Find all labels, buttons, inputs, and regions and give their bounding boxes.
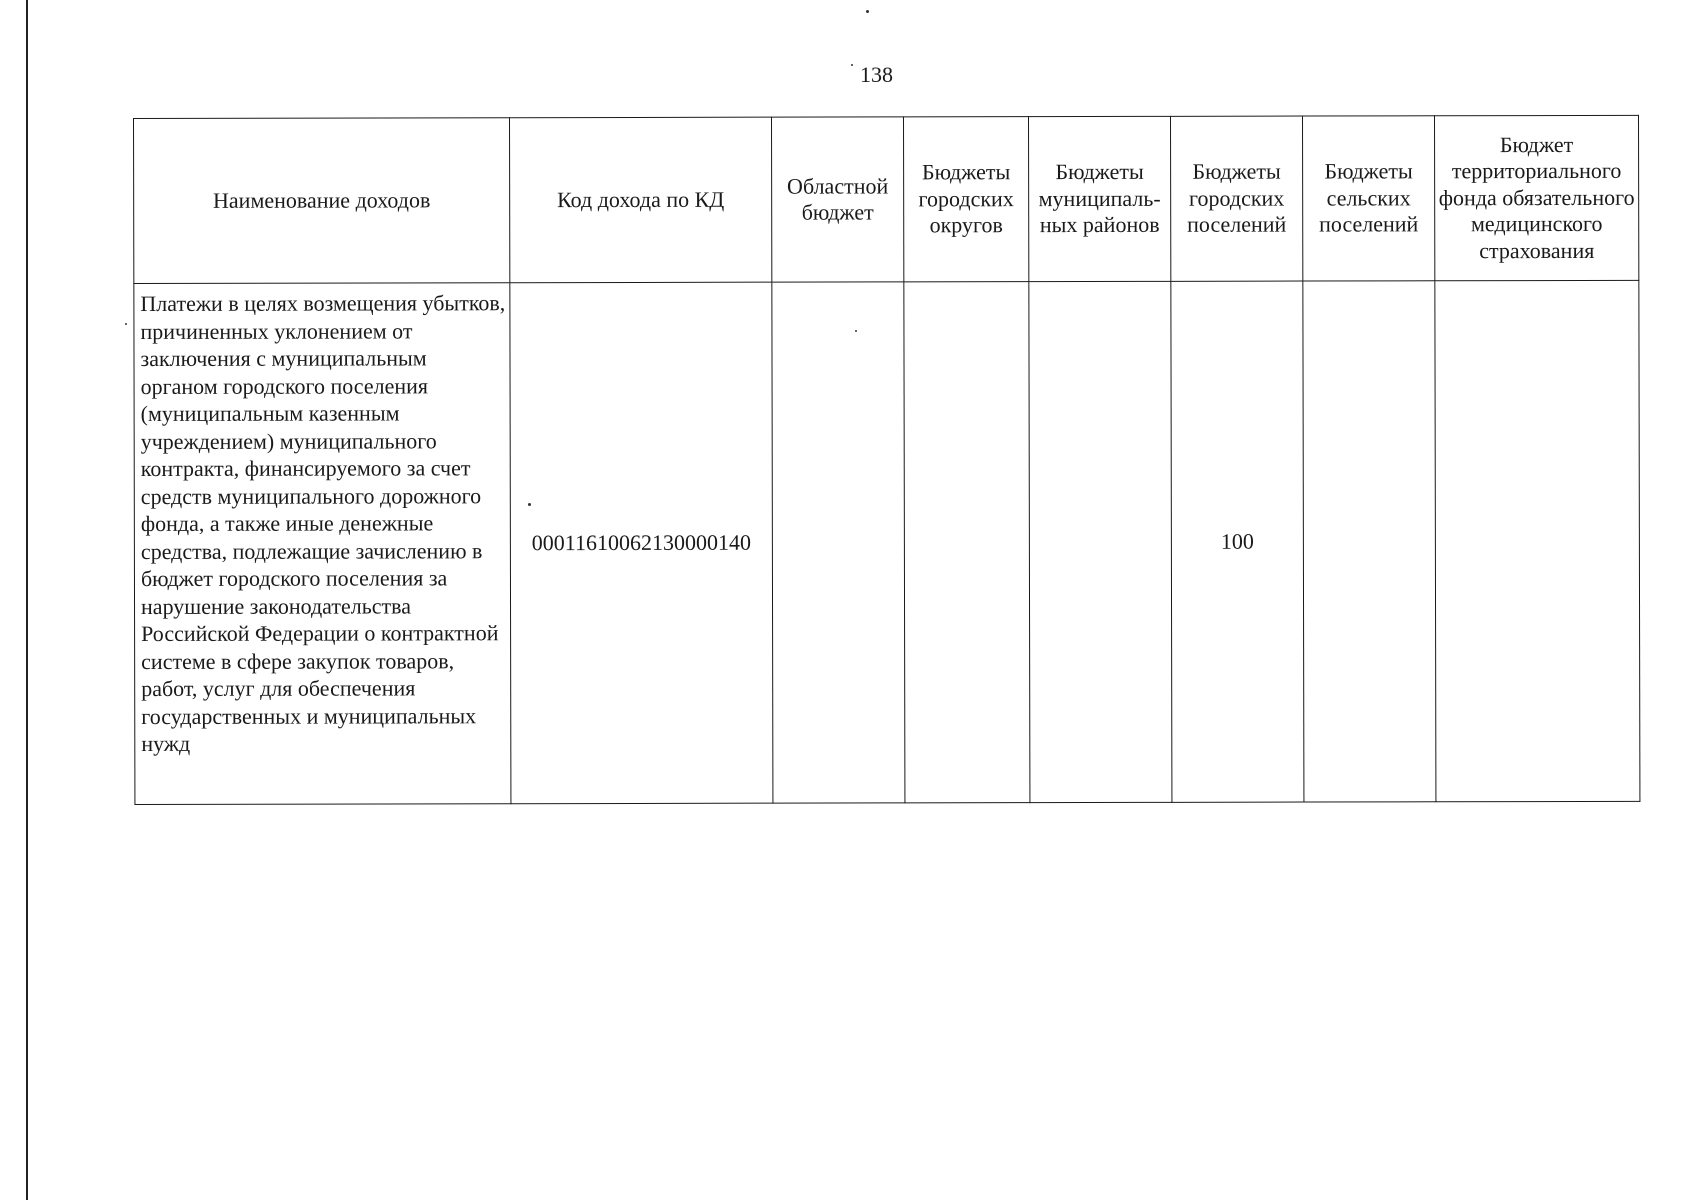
rural-settlements-cell (1303, 281, 1436, 802)
municipal-districts-cell (1029, 281, 1172, 802)
page-number: 138 (860, 62, 893, 87)
scan-speck (851, 64, 853, 66)
page-margin-line (26, 0, 28, 1200)
table-header-row (134, 115, 1639, 283)
header-medical-insurance-fund-budget: Бюджет территориального фонда обязательного медицинского страхования (1434, 115, 1638, 280)
regional-budget-cell (772, 282, 905, 803)
scan-speck (866, 10, 869, 13)
city-districts-cell (904, 282, 1030, 803)
header-city-districts-budgets: Бюджеты городских округов (903, 117, 1028, 282)
header-urban-settlements-budgets: Бюджеты городских поселений (1170, 116, 1302, 281)
header-municipal-districts-budgets: Бюджеты муниципаль-ных районов (1028, 116, 1170, 281)
income-code-cell: 00011610062130000140 (510, 282, 773, 804)
urban-settlements-cell: 100 (1171, 281, 1304, 802)
header-income-code: Код дохода по КД (510, 117, 772, 283)
income-name-cell: Платежи в целях возмещения убытков, причиненных уклонением от заключения с муниципальным органом городского поселения (муниципальным казенным учреждением) муниципального контракта, финансируемого за счет средств муниципального дорожного фонда, а также иные денежные средства, подлежащие зачислению в бюджет городского поселения за нарушение законодательства Российской Федерации о контрактной системе в сфере закупок товаров, работ, услуг для обеспечения государственных и муниципальных нужд (134, 283, 511, 805)
header-regional-budget: Областной бюджет (771, 117, 903, 282)
scan-speck (125, 323, 127, 325)
header-income-name: Наименование доходов (134, 118, 510, 284)
header-rural-settlements-budgets: Бюджеты сельских поселений (1302, 116, 1434, 281)
income-distribution-table (133, 115, 1640, 805)
table-row (134, 280, 1640, 804)
medical-fund-cell (1435, 280, 1640, 801)
